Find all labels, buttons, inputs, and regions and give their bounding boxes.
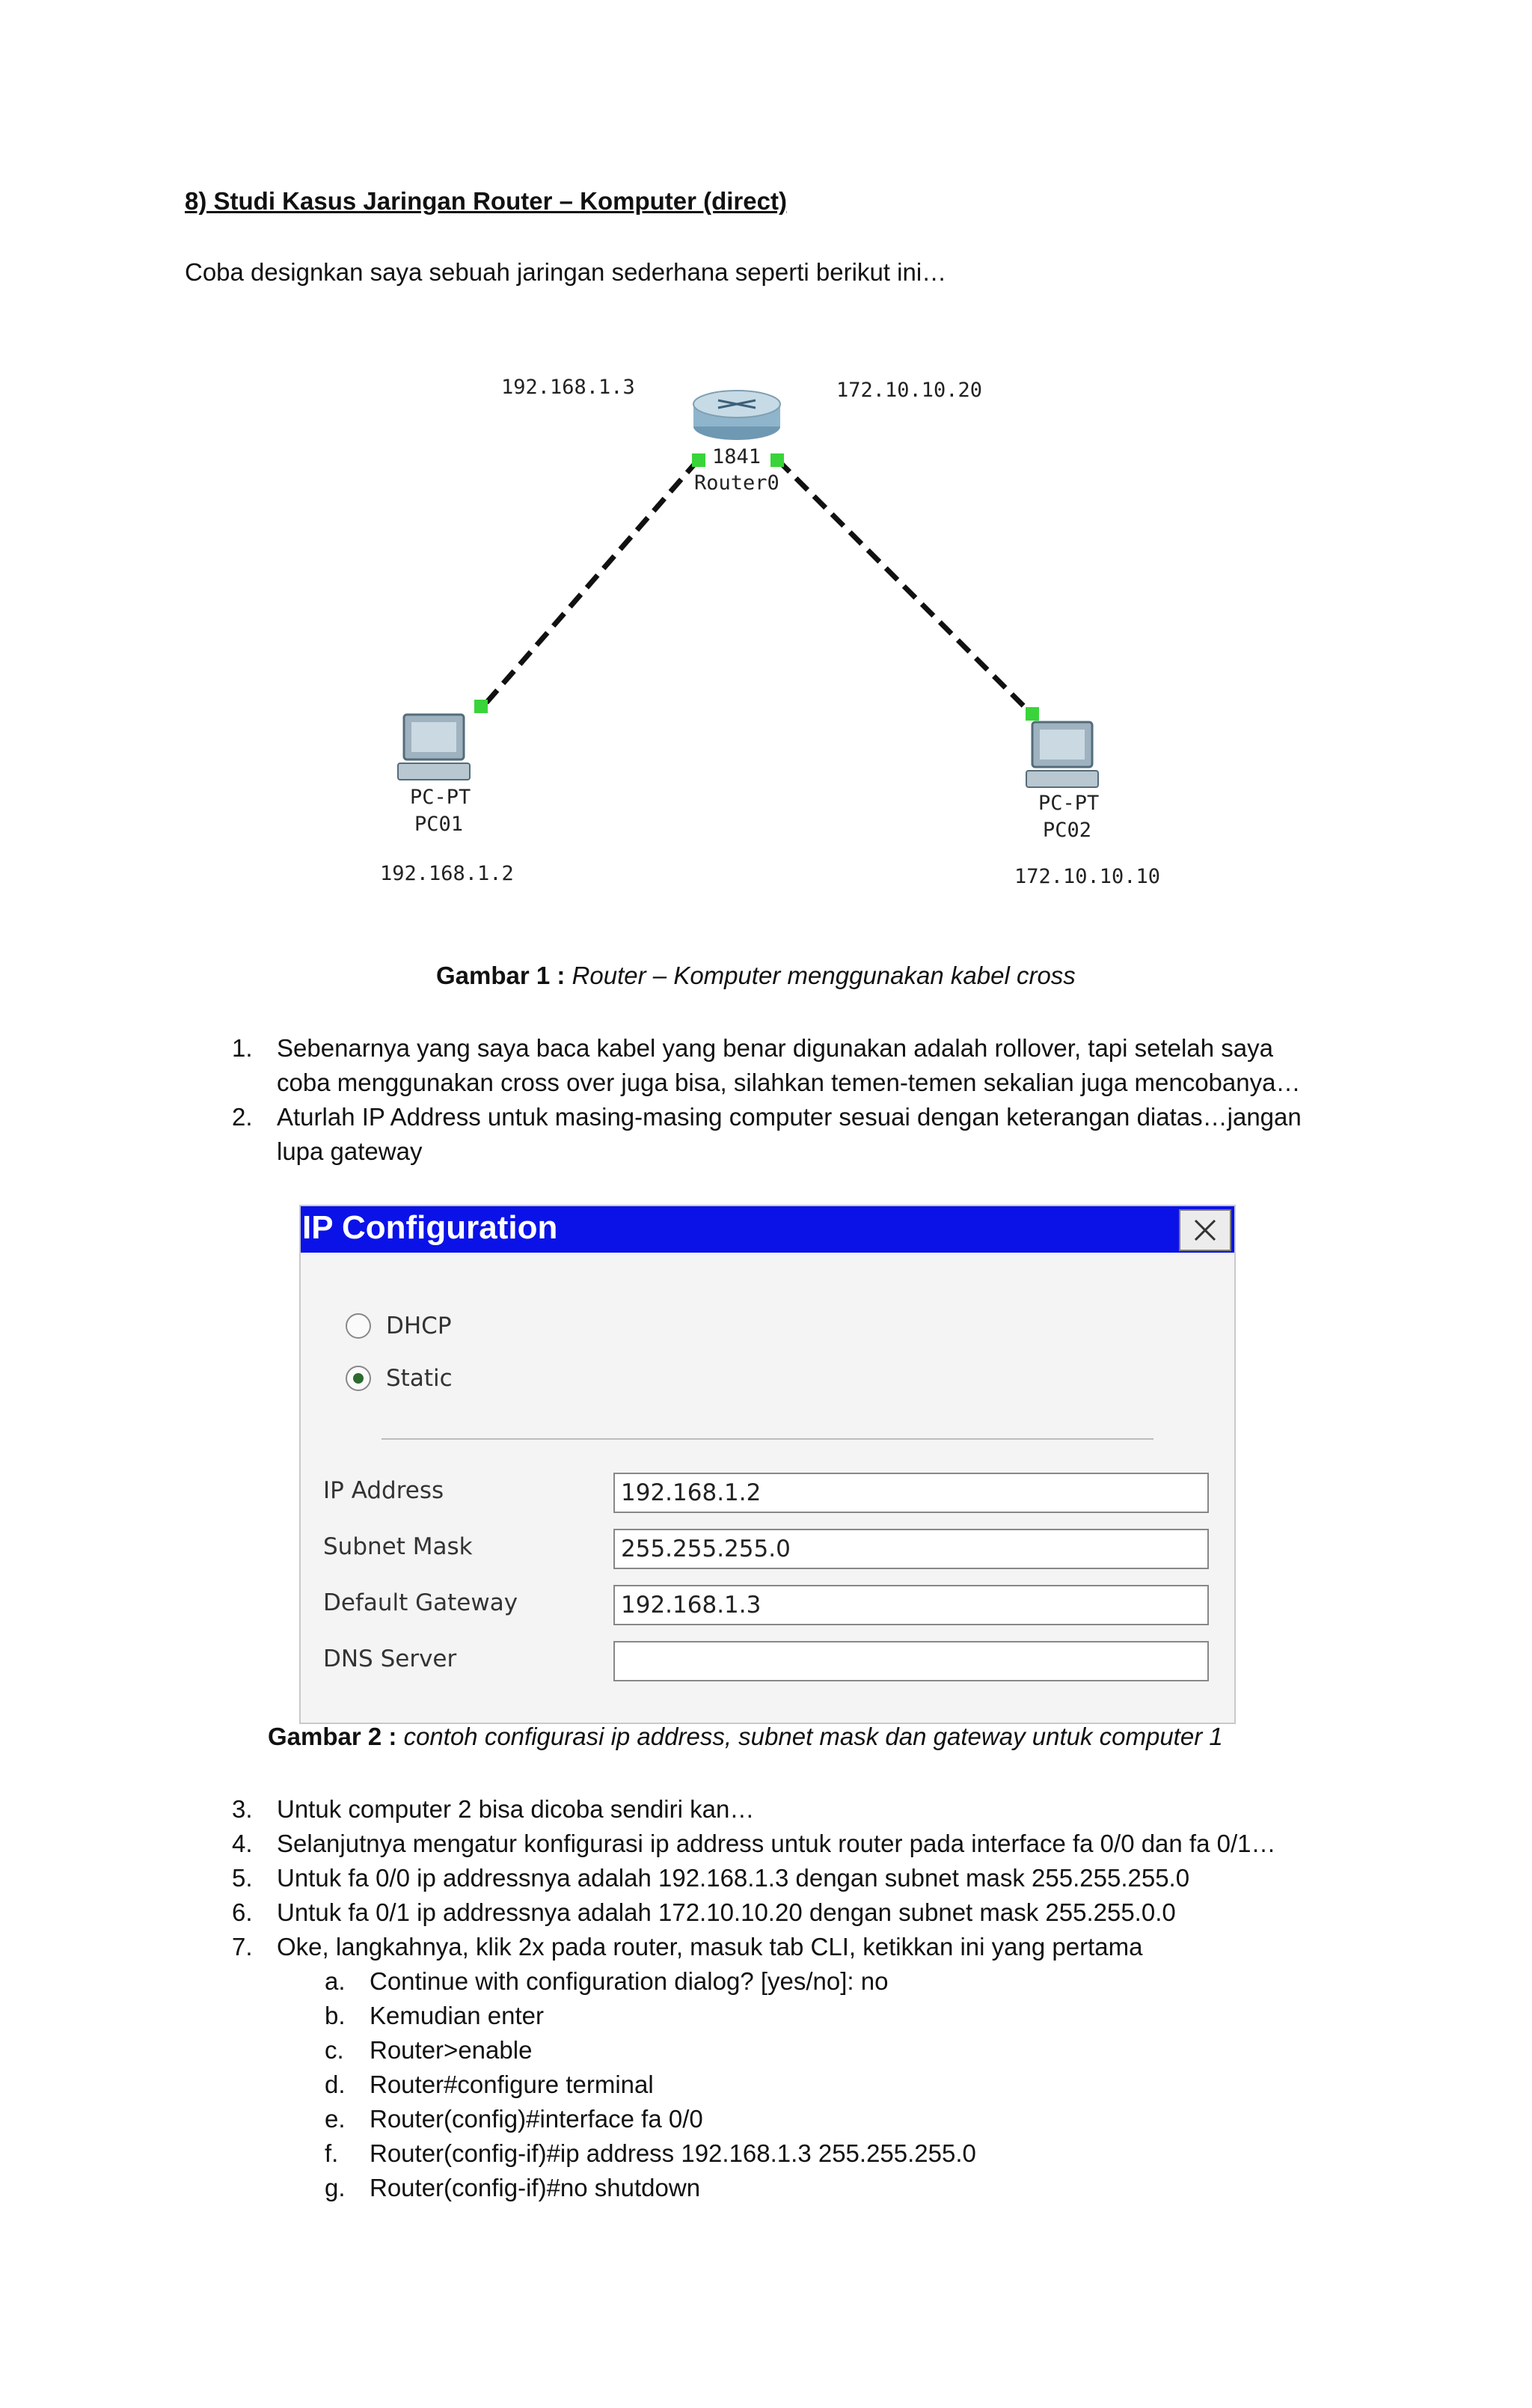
list-item-text: Oke, langkahnya, klik 2x pada router, masuk tab CLI, ketikkan ini yang pertama xyxy=(277,1933,1143,1961)
sub-list-text: Router#configure terminal xyxy=(370,2071,654,2098)
close-icon xyxy=(1192,1217,1218,1243)
sub-list-letter: c. xyxy=(325,2036,344,2064)
sub-list-item xyxy=(325,2068,654,2102)
sub-list-item xyxy=(325,2136,976,2171)
pc01-icon[interactable] xyxy=(398,715,470,780)
sub-list-letter: b. xyxy=(325,2002,346,2029)
pc02-port xyxy=(1026,707,1039,721)
link-router-pc01 xyxy=(482,460,698,707)
list-item-line: lupa gateway xyxy=(277,1137,423,1165)
list-number: 3. xyxy=(232,1795,253,1823)
list-item xyxy=(232,1895,1176,1930)
list-number: 1. xyxy=(232,1034,253,1062)
router-name-label: Router0 xyxy=(694,471,779,495)
pc01-name-label: PC01 xyxy=(414,813,464,836)
section-heading: 8) Studi Kasus Jaringan Router – Komputer (direct) xyxy=(185,187,787,215)
dhcp-radio[interactable] xyxy=(346,1313,371,1339)
sub-list-text: Router(config-if)#no shutdown xyxy=(370,2174,701,2201)
list-item-line: coba menggunakan cross over juga bisa, silahkan temen-temen sekalian juga mencobanya… xyxy=(277,1069,1301,1096)
dns-server-input[interactable] xyxy=(613,1641,1209,1681)
list-number: 4. xyxy=(232,1830,253,1857)
close-button[interactable] xyxy=(1179,1209,1231,1251)
window-title: IP Configuration xyxy=(302,1209,558,1246)
sub-list-item xyxy=(325,2102,703,2136)
ip-address-input[interactable]: 192.168.1.2 xyxy=(613,1473,1209,1513)
link-router-pc02 xyxy=(778,460,1032,715)
list-number: 7. xyxy=(232,1933,253,1961)
pc01-ip-label: 192.168.1.2 xyxy=(380,862,514,885)
sub-list-letter: d. xyxy=(325,2071,346,2098)
static-radio[interactable] xyxy=(346,1366,371,1391)
dhcp-radio-option[interactable] xyxy=(346,1313,452,1339)
figure1-caption-text: Router – Komputer menggunakan kabel cross xyxy=(572,962,1076,989)
sub-list-text: Continue with configuration dialog? [yes/no]: no xyxy=(370,1967,889,1995)
pc01-port xyxy=(474,700,488,713)
figure1-caption xyxy=(436,962,1076,990)
sub-list-item xyxy=(325,2171,701,2205)
list-number: 5. xyxy=(232,1864,253,1892)
list-item xyxy=(232,1031,1301,1100)
list-item xyxy=(232,1930,1143,1964)
figure2-caption-label: Gambar 2 : xyxy=(268,1723,397,1750)
sub-list-text: Router(config-if)#ip address 192.168.1.3 255.255.255.0 xyxy=(370,2139,976,2167)
list-number: 2. xyxy=(232,1103,253,1131)
static-radio-option[interactable] xyxy=(346,1365,453,1392)
list-item xyxy=(232,1792,755,1827)
static-label: Static xyxy=(386,1365,453,1392)
pc02-ip-label: 172.10.10.10 xyxy=(1014,865,1161,888)
sub-list-letter: e. xyxy=(325,2105,346,2133)
sub-list-text: Router>enable xyxy=(370,2036,533,2064)
list-item-line: Sebenarnya yang saya baca kabel yang benar digunakan adalah rollover, tapi setelah saya xyxy=(277,1034,1273,1062)
list-item xyxy=(232,1861,1190,1895)
pc01-type-label: PC-PT xyxy=(410,786,471,809)
sub-list-letter: f. xyxy=(325,2139,339,2167)
figure2-caption xyxy=(268,1723,1223,1751)
router-icon[interactable] xyxy=(693,391,780,440)
sub-list-text: Router(config)#interface fa 0/0 xyxy=(370,2105,703,2133)
default-gateway-label: Default Gateway xyxy=(323,1589,518,1616)
dns-server-label: DNS Server xyxy=(323,1645,457,1672)
list-item-text: Untuk computer 2 bisa dicoba sendiri kan… xyxy=(277,1795,755,1823)
list-item-line: Aturlah IP Address untuk masing-masing computer sesuai dengan keterangan diatas…jangan xyxy=(277,1103,1302,1131)
ip-configuration-window xyxy=(299,1205,1236,1724)
intro-paragraph: Coba designkan saya sebuah jaringan sederhana seperti berikut ini… xyxy=(185,258,947,286)
figure1-caption-label: Gambar 1 : xyxy=(436,962,566,989)
subnet-mask-input[interactable]: 255.255.255.0 xyxy=(613,1529,1209,1569)
list-item-text: Untuk fa 0/0 ip addressnya adalah 192.168.1.3 dengan subnet mask 255.255.255.0 xyxy=(277,1864,1190,1892)
window-title-bar xyxy=(301,1206,1234,1253)
sub-list-letter: g. xyxy=(325,2174,346,2201)
default-gateway-input[interactable]: 192.168.1.3 xyxy=(613,1585,1209,1625)
pc02-icon[interactable] xyxy=(1026,722,1098,787)
pc02-name-label: PC02 xyxy=(1043,819,1092,842)
dhcp-label: DHCP xyxy=(386,1313,452,1339)
figure2-caption-text: contoh configurasi ip address, subnet mask dan gateway untuk computer 1 xyxy=(403,1723,1223,1750)
router-port-right xyxy=(770,453,784,467)
router-model-label: 1841 xyxy=(712,445,762,468)
sub-list-letter: a. xyxy=(325,1967,346,1995)
divider xyxy=(382,1438,1153,1440)
subnet-mask-label: Subnet Mask xyxy=(323,1533,473,1560)
network-topology-figure xyxy=(352,359,1212,913)
list-item xyxy=(232,1827,1276,1861)
ip-address-label: IP Address xyxy=(323,1477,444,1504)
sub-list-item xyxy=(325,1964,889,1999)
sub-list-text: Kemudian enter xyxy=(370,2002,544,2029)
list-item xyxy=(232,1100,1302,1169)
router-left-ip-label: 192.168.1.3 xyxy=(501,376,635,399)
sub-list-item xyxy=(325,2033,533,2068)
router-port-left xyxy=(692,453,705,467)
list-item-text: Selanjutnya mengatur konfigurasi ip address untuk router pada interface fa 0/0 dan fa 0/1… xyxy=(277,1830,1276,1857)
list-item-text: Untuk fa 0/1 ip addressnya adalah 172.10.10.20 dengan subnet mask 255.255.0.0 xyxy=(277,1898,1176,1926)
router-right-ip-label: 172.10.10.20 xyxy=(836,379,983,402)
pc02-type-label: PC-PT xyxy=(1038,792,1100,815)
sub-list-item xyxy=(325,1999,544,2033)
list-number: 6. xyxy=(232,1898,253,1926)
